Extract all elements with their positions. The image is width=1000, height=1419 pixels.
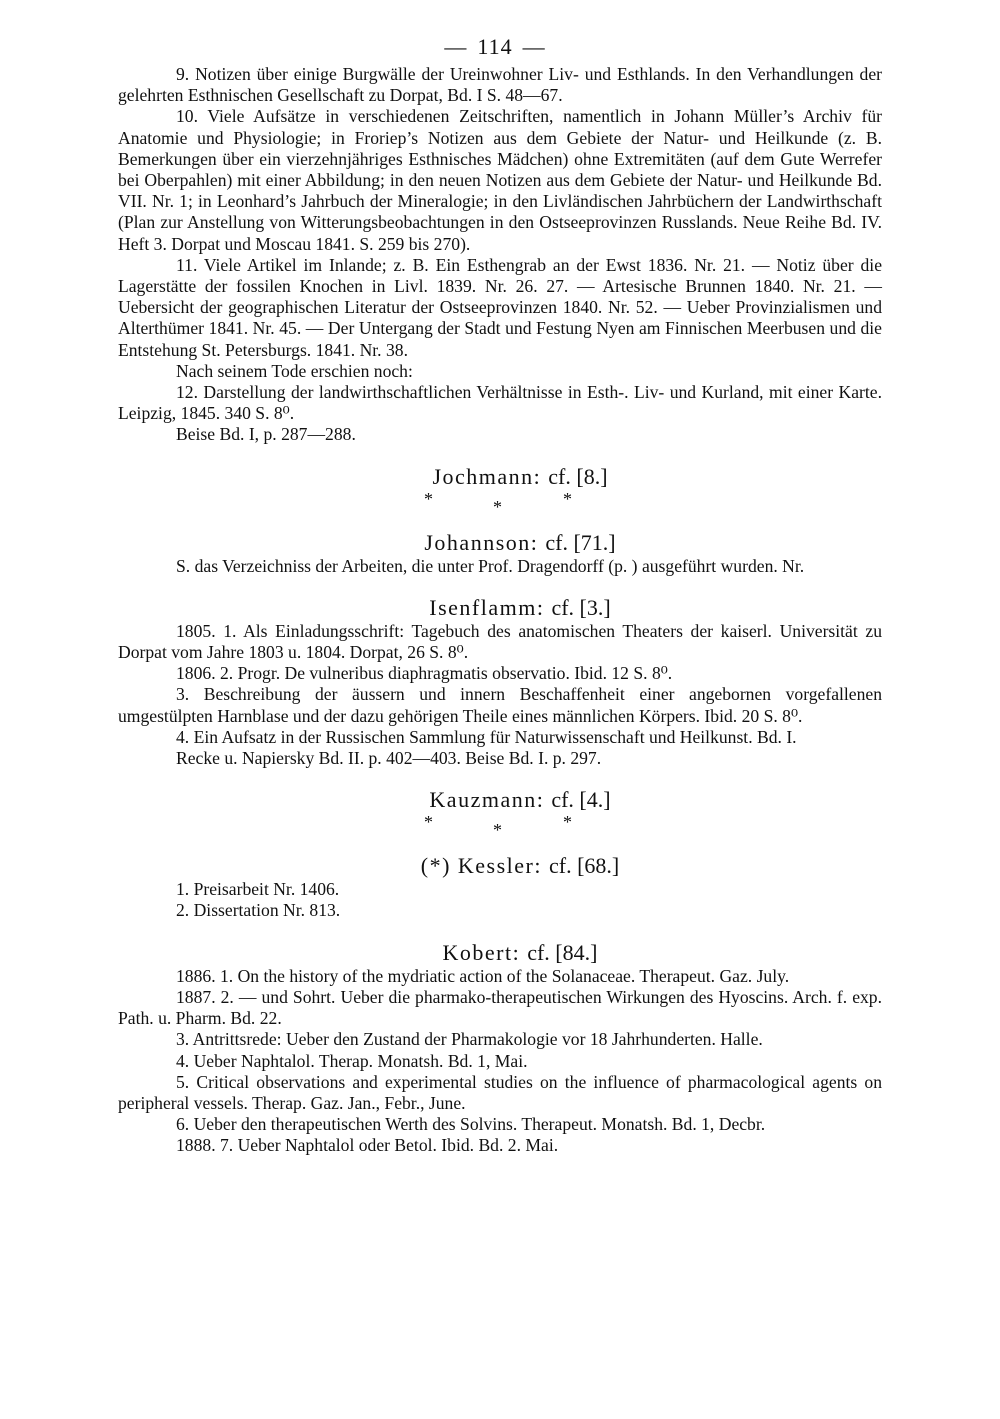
heading-kessler: [118, 853, 882, 879]
section-separator: [118, 490, 882, 516]
kessler-item-1: 1. Preisarbeit Nr. 1406.: [176, 879, 340, 900]
isenflamm-item-1: 1805. 1. Als Einladungsschrift: Tagebuch des anatomischen Theaters der kaiserl. Universität zu Dorpat vom Jahre 1803 u. 1804. Dorpat, 26 S. 8⁰.: [118, 620, 882, 663]
page-number-dash-right: —: [522, 34, 546, 59]
posthumous-note: Nach seinem Tode erschien noch:: [176, 360, 413, 381]
heading-jochmann: [118, 464, 882, 490]
heading-ref: cf. [4.]: [551, 787, 611, 813]
heading-name: Isenflamm:: [429, 594, 545, 620]
star: *: [563, 812, 572, 833]
heading-ref: cf. [3.]: [551, 594, 611, 620]
heading-ref: cf. [84.]: [527, 939, 598, 965]
heading-kobert: [118, 940, 882, 966]
entry-11: 11. Viele Artikel im Inlande; z. B. Ein Esthengrab an der Ewst 1836. Nr. 21. — Notiz über die Lagerstätte der fossilen Knochen in Livl. 1839. Nr. 26. 27. — Artesische Brunnen 1840. Nr. 21. — Uebersicht der geographischen Literatur der Ostseeprovinzen 1840. Nr. 52. — Ueber Provinzialismen und Alterthümer 1841. Nr. 45. — Der Untergang der Stadt und Festung Nyen am Finnischen Meerbusen und die Entstehung St. Petersburgs. 1841. Nr. 38.: [118, 254, 882, 360]
heading-name: Kobert:: [442, 939, 521, 965]
heading-name: Johannson:: [424, 529, 539, 555]
kobert-item-6: 6. Ueber den therapeutischen Werth des Solvins. Therapeut. Monatsh. Bd. 1, Decbr.: [176, 1114, 766, 1135]
heading-isenflamm: [118, 595, 882, 621]
star: *: [493, 820, 502, 841]
isenflamm-item-3: 3. Beschreibung der äussern und innern Beschaffenheit einer angebornen vorgefallenen umgestülpten Harnblase und der dazu gehörigen Theile eines männlichen Körpers. Ibid. 20 S. 8⁰.: [118, 684, 882, 726]
kobert-item-3: 3. Antrittsrede: Ueber den Zustand der Pharmakologie vor 18 Jahrhunderten. Halle.: [176, 1029, 763, 1050]
isenflamm-item-2: 1806. 2. Progr. De vulneribus diaphragmatis observatio. Ibid. 12 S. 8⁰.: [176, 663, 673, 684]
heading-johannson: [118, 530, 882, 556]
entry-12: 12. Darstellung der landwirthschaftlichen Verhältnisse in Esth-. Liv- und Kurland, mit einer Karte. Leipzig, 1845. 340 S. 8⁰.: [118, 382, 882, 424]
kobert-item-4: 4. Ueber Naphtalol. Therap. Monatsh. Bd. 1, Mai.: [176, 1050, 528, 1071]
johannson-text: S. das Verzeichniss der Arbeiten, die unter Prof. Dragendorff (p. ) ausgeführt wurden. Nr.: [176, 555, 805, 576]
kobert-item-7: 1888. 7. Ueber Naphtalol oder Betol. Ibid. Bd. 2. Mai.: [176, 1135, 559, 1156]
page-number-dash-left: —: [444, 34, 468, 59]
star: *: [563, 488, 572, 509]
heading-name: Kessler:: [457, 853, 542, 879]
heading-ref: cf. [68.]: [549, 853, 620, 879]
kobert-item-1: 1886. 1. On the history of the mydriatic action of the Solanaceae. Therapeut. Gaz. July.: [176, 965, 790, 986]
heading-kauzmann: [118, 787, 882, 813]
isenflamm-item-4: 4. Ein Aufsatz in der Russischen Sammlung für Naturwissenschaft und Heilkunst. Bd. I.: [176, 726, 797, 747]
page: [118, 30, 882, 1157]
kessler-item-2: 2. Dissertation Nr. 813.: [176, 900, 341, 921]
page-number-line: [108, 30, 882, 64]
entry-10: 10. Viele Aufsätze in verschiedenen Zeitschriften, namentlich in Johann Müller’s Archiv für Anatomie und Physiologie; in Froriep’s Notizen aus dem Gebiete der Natur- und Heilkunde (z. B. Bemerkungen über ein vierzehnjähriges Esthnisches Mädchen) ohne Extremitäten (auf dem Gute Werrefer bei Oberpahlen) mit einer Abbildung; in den neuen Notizen aus dem Gebiete der Natur- und Heilkunde Bd. VII. Nr. 1; in Leonhard’s Jahrbuch der Mineralogie; in den Livländischen Jahrbüchern der Landwirthschaft (Plan zur Anstellung von Witterungsbeobachtungen in den Ostseeprovinzen Russlands. Neue Reihe Bd. IV. Heft 3. Dorpat und Moscau 1841. S. 259 bis 270).: [118, 106, 882, 254]
kobert-item-2: 1887. 2. — und Sohrt. Ueber die pharmako-therapeutischen Wirkungen des Hyoscins. Arch. f. exp. Path. u. Pharm. Bd. 22.: [118, 986, 882, 1029]
heading-ref: cf. [71.]: [545, 529, 616, 555]
page-number: 114: [477, 34, 513, 59]
star: *: [424, 812, 433, 833]
heading-name: Kauzmann:: [429, 787, 545, 813]
star: *: [493, 496, 502, 517]
entry-9: 9. Notizen über einige Burgwälle der Ureinwohner Liv- und Esthlands. In den Verhandlungen der gelehrten Esthnischen Gesellschaft zu Dorpat, Bd. I S. 48—67.: [118, 64, 882, 106]
heading-prefix: (*): [420, 853, 451, 879]
section-separator: [118, 813, 882, 839]
heading-name: Jochmann:: [432, 463, 542, 489]
heading-ref: cf. [8.]: [548, 463, 608, 489]
star: *: [424, 488, 433, 509]
kobert-item-5: 5. Critical observations and experimental studies on the influence of pharmacological agents on peripheral vessels. Therap. Gaz. Jan., Febr., June.: [118, 1071, 882, 1113]
isenflamm-reference: Recke u. Napiersky Bd. II. p. 402—403. Beise Bd. I. p. 297.: [176, 748, 602, 769]
reference-line: Beise Bd. I, p. 287—288.: [176, 424, 356, 445]
